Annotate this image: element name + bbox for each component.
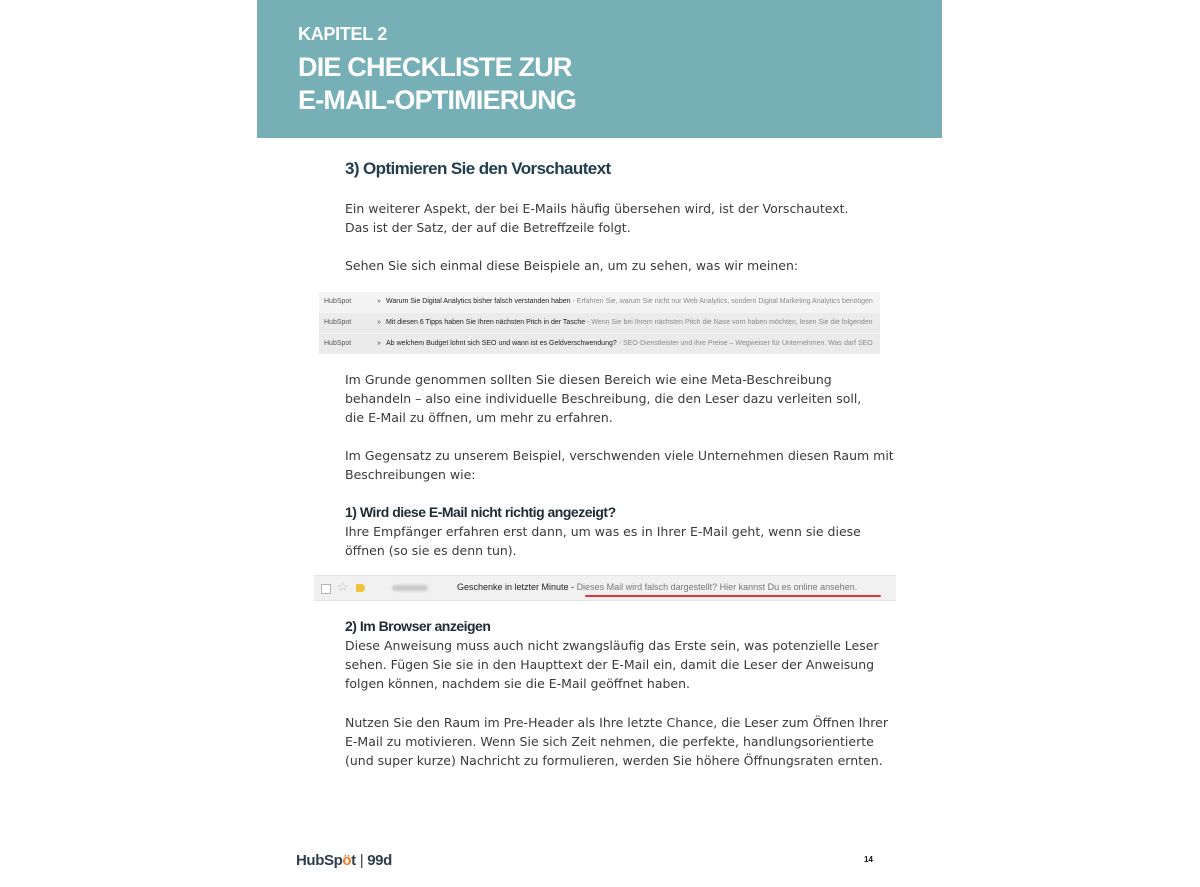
- meta-line: behandeln – also eine individuelle Beschreibung, die den Leser dazu verleiten soll,: [345, 391, 862, 406]
- logo-t: t: [351, 852, 356, 869]
- closing-paragraph: [345, 713, 888, 770]
- point-2-line: folgen können, nachdem sie die E-Mail geöffnet haben.: [345, 676, 691, 691]
- preview-underline: [585, 595, 881, 597]
- page-number: 14: [864, 855, 873, 864]
- inbox-preview: - Wenn Sie bei Ihrem nächsten Pitch die Nase vorn haben möchten, lesen Sie die folgenden: [585, 319, 873, 326]
- closing-line: (und super kurze) Nachricht zu formulieren, werden Sie höhere Öffnungsraten ernten.: [345, 753, 883, 768]
- meta-line: die E-Mail zu öffnen, um mehr zu erfahren.: [345, 410, 613, 425]
- inbox-preview: - Erfahren Sie, warum Sie nicht nur Web Analytics, sondern Digital Marketing Analytics benötigen: [570, 298, 873, 305]
- logo-partner: 99d: [367, 852, 392, 869]
- point-1-paragraph: [345, 522, 885, 560]
- examples-intro-line: Sehen Sie sich einmal diese Beispiele an, um zu sehen, was wir meinen:: [345, 258, 799, 273]
- inbox-example-table: [319, 292, 880, 354]
- chapter-title-line-2: E-MAIL-OPTIMIERUNG: [298, 85, 577, 115]
- intro-line: Ein weiterer Aspekt, der bei E-Mails häufig übersehen wird, ist der Vorschautext.: [345, 201, 849, 216]
- closing-line: E-Mail zu motivieren. Wenn Sie sich Zeit nehmen, die perfekte, handlungsorientierte: [345, 734, 874, 749]
- inbox-subject: [386, 334, 880, 354]
- intro-paragraph: [345, 199, 885, 237]
- inbox-sender: HubSpot: [324, 319, 352, 326]
- gmail-subject-text: Geschenke in letzter Minute -: [457, 582, 577, 592]
- inbox-subject-text: Ab welchem Budget lohnt sich SEO und wann ist es Geldverschwendung?: [386, 340, 617, 347]
- point-2-heading: 2) Im Browser anzeigen: [345, 618, 491, 634]
- label-tag-icon: [356, 584, 365, 592]
- inbox-subject-text: Warum Sie Digital Analytics bisher falsch verstanden haben: [386, 298, 571, 305]
- inbox-arrow-icon: »: [377, 298, 381, 305]
- hubspot-99d-logo: [296, 852, 392, 869]
- chapter-label: KAPITEL 2: [298, 24, 387, 44]
- contrast-paragraph: [345, 446, 894, 484]
- examples-intro: [345, 256, 885, 275]
- inbox-arrow-icon: »: [377, 340, 381, 347]
- inbox-arrow-icon: »: [377, 319, 381, 326]
- point-1-line: öffnen (so sie es denn tun).: [345, 543, 517, 558]
- logo-hub: HubSp: [296, 852, 343, 869]
- chapter-title-line-1: DIE CHECKLISTE ZUR: [298, 52, 572, 82]
- star-icon: ☆: [337, 579, 349, 594]
- meta-line: Im Grunde genommen sollten Sie diesen Bereich wie eine Meta-Beschreibung: [345, 372, 832, 387]
- document-page: [257, 0, 942, 887]
- checkbox-icon: [321, 584, 331, 594]
- intro-line: Das ist der Satz, der auf die Betreffzeile folgt.: [345, 220, 631, 235]
- gmail-subject: [457, 582, 857, 592]
- inbox-row: [319, 334, 880, 354]
- point-2-paragraph: [345, 636, 885, 693]
- gmail-preview: Dieses Mail wird falsch dargestellt? Hier kannst Du es online ansehen.: [576, 582, 858, 592]
- closing-line: Nutzen Sie den Raum im Pre-Header als Ihre letzte Chance, die Leser zum Öffnen Ihrer: [345, 715, 888, 730]
- point-1-heading: 1) Wird diese E-Mail nicht richtig angezeigt?: [345, 504, 616, 520]
- point-2-line: Diese Anweisung muss auch nicht zwangsläufig das Erste sein, was potenzielle Leser: [345, 638, 879, 653]
- contrast-line: Im Gegensatz zu unserem Beispiel, verschwenden viele Unternehmen diesen Raum mit: [345, 448, 894, 463]
- chapter-title: [298, 51, 576, 117]
- inbox-row: [319, 292, 880, 312]
- section-heading: 3) Optimieren Sie den Vorschautext: [345, 159, 611, 178]
- meta-paragraph: [345, 370, 885, 427]
- inbox-row: [319, 313, 880, 333]
- blurred-sender: [392, 585, 428, 591]
- point-1-line: Ihre Empfänger erfahren erst dann, um was es in Ihrer E-Mail geht, wenn sie diese: [345, 524, 861, 539]
- sprocket-icon: ö: [342, 852, 352, 869]
- inbox-subject: [386, 313, 880, 333]
- inbox-sender: HubSpot: [324, 298, 352, 305]
- inbox-subject: [386, 292, 880, 312]
- chapter-banner: [257, 0, 942, 138]
- contrast-line: Beschreibungen wie:: [345, 467, 476, 482]
- gmail-example-row: [314, 575, 896, 601]
- point-2-line: sehen. Fügen Sie sie in den Haupttext der E-Mail ein, damit die Leser der Anweisung: [345, 657, 875, 672]
- logo-separator: |: [359, 852, 364, 869]
- inbox-sender: HubSpot: [324, 340, 352, 347]
- inbox-subject-text: Mit diesen 6 Tipps haben Sie Ihren nächsten Pitch in der Tasche: [386, 319, 586, 326]
- inbox-preview: - SEO-Dienstleister und ihre Preise – Wegweiser für Unternehmen. Was darf SEO: [616, 340, 873, 347]
